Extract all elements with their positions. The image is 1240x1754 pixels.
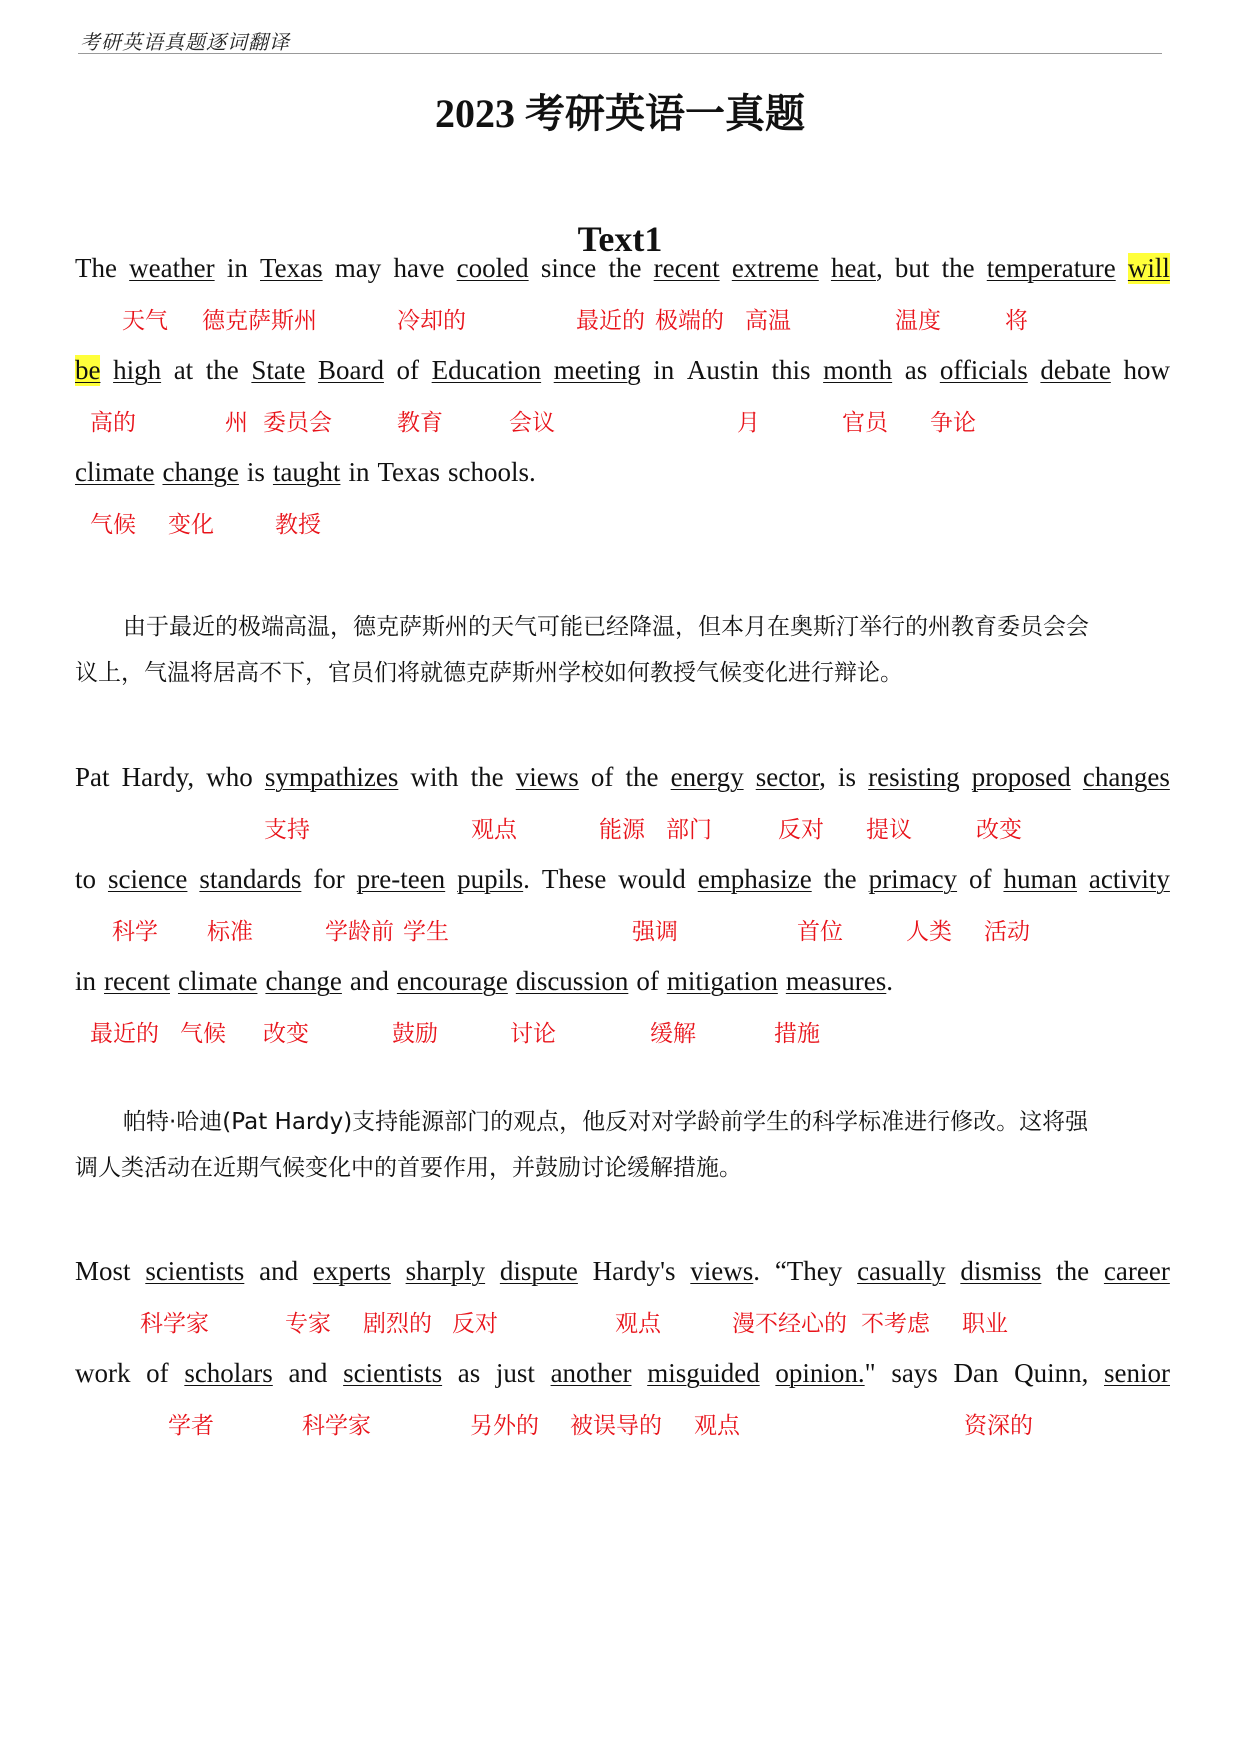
word: would (618, 864, 686, 894)
gloss-translation: 高的 (90, 410, 136, 436)
punctuation: , (819, 762, 826, 792)
word: “They (774, 1256, 843, 1286)
gloss-translation: 支持 (264, 817, 310, 843)
word: Hardy's (592, 1256, 676, 1286)
word: for (313, 864, 345, 894)
english-line (75, 864, 1170, 895)
word: of (396, 355, 420, 385)
vocab-word: standards (199, 864, 302, 894)
vocab-word: be (75, 355, 101, 385)
vocab-word: meeting (553, 355, 641, 385)
punctuation: . (753, 1256, 761, 1286)
word: the (470, 762, 504, 792)
word: Most (75, 1256, 131, 1286)
vocab-word: discussion (515, 966, 629, 996)
vocab-word: dispute (499, 1256, 578, 1286)
word: in (348, 457, 370, 487)
word: how (1123, 355, 1170, 385)
vocab-word (831, 253, 883, 284)
word: may (334, 253, 382, 283)
word: The (75, 253, 117, 283)
word: and (349, 966, 389, 996)
gloss-translation: 州 (225, 410, 248, 436)
word: Pat (75, 762, 110, 792)
gloss-translation: 气候 (90, 512, 136, 538)
vocab-word: scientists (343, 1358, 443, 1388)
word: the (625, 762, 659, 792)
vocab-word-core: views (690, 1256, 754, 1286)
word: with (410, 762, 459, 792)
gloss-translation: 学生 (403, 919, 449, 945)
vocab-word (690, 1256, 760, 1287)
word: at (173, 355, 194, 385)
word: the (608, 253, 642, 283)
word: the (941, 253, 975, 283)
punctuation: , (875, 253, 883, 283)
vocab-word: emphasize (697, 864, 812, 894)
gloss-translation: 高温 (745, 308, 791, 334)
gloss-translation: 部门 (666, 817, 712, 843)
word: of (969, 864, 992, 894)
punctuation: . (886, 966, 894, 996)
word: Texas (377, 457, 441, 487)
vocab-word: weather (129, 253, 215, 283)
word: the (823, 864, 857, 894)
word: of (636, 966, 659, 996)
vocab-word: debate (1040, 355, 1111, 385)
gloss-translation: 气候 (180, 1021, 226, 1047)
vocab-word: recent (104, 966, 170, 996)
header-rule (78, 53, 1162, 54)
gloss-translation: 天气 (122, 308, 168, 334)
word: to (75, 864, 97, 894)
word: and (259, 1256, 299, 1286)
word: in (75, 966, 97, 996)
word: is (838, 762, 857, 792)
gloss-translation: 冷却的 (397, 308, 466, 334)
gloss-translation: 反对 (452, 1311, 498, 1337)
vocab-word: climate (177, 966, 258, 996)
english-line (75, 1358, 1170, 1389)
vocab-word: mitigation (666, 966, 778, 996)
gloss-translation: 专家 (285, 1311, 331, 1337)
vocab-word: pre-teen (356, 864, 446, 894)
gloss-translation: 温度 (895, 308, 941, 334)
gloss-translation: 人类 (906, 919, 952, 945)
vocab-word (786, 966, 893, 997)
gloss-translation: 科学 (112, 919, 158, 945)
vocab-word: Texas (260, 253, 323, 283)
word: schools. (448, 457, 536, 487)
vocab-word: officials (939, 355, 1028, 385)
gloss-translation: 标准 (207, 919, 253, 945)
gloss-translation: 学龄前 (325, 919, 394, 945)
word: since (540, 253, 597, 283)
vocab-word: month (823, 355, 893, 385)
word: the (205, 355, 239, 385)
vocab-word: another (550, 1358, 632, 1388)
word: Austin (686, 355, 759, 385)
vocab-word: casually (857, 1256, 946, 1286)
english-line (75, 457, 536, 488)
gloss-translation: 会议 (509, 410, 555, 436)
vocab-word-core: sector (755, 762, 820, 792)
vocab-word: scholars (184, 1358, 273, 1388)
gloss-translation: 剧烈的 (363, 1311, 432, 1337)
vocab-word: dismiss (960, 1256, 1042, 1286)
translation-line: 帕特·哈迪(Pat Hardy)支持能源部门的观点，他反对对学龄前学生的科学标准进行修改。这将强 (123, 1109, 1089, 1135)
vocab-word: changes (1082, 762, 1170, 792)
word: who (206, 762, 253, 792)
gloss-translation: 强调 (632, 919, 678, 945)
gloss-translation: 措施 (774, 1021, 820, 1047)
chinese-translation (75, 604, 1170, 696)
vocab-word: recent (653, 253, 720, 283)
word: as (904, 355, 928, 385)
gloss-translation: 漫不经心的 (732, 1311, 847, 1337)
word: Hardy, (121, 762, 195, 792)
vocab-word: career (1103, 1256, 1170, 1286)
word: Dan (953, 1358, 999, 1388)
gloss-translation: 学者 (168, 1413, 214, 1439)
gloss-translation: 最近的 (90, 1021, 159, 1047)
translation-line: 议上，气温将居高不下，官员们将就德克萨斯州学校如何教授气候变化进行辩论。 (75, 660, 903, 686)
gloss-translation: 科学家 (140, 1311, 209, 1337)
vocab-word: encourage (396, 966, 508, 996)
chinese-translation (75, 1099, 1170, 1191)
vocab-word-core: heat (830, 253, 876, 283)
english-line (75, 253, 1170, 284)
word: is (246, 457, 265, 487)
gloss-translation: 不考虑 (861, 1311, 930, 1337)
word: have (393, 253, 445, 283)
gloss-translation: 科学家 (302, 1413, 371, 1439)
vocab-word: will (1127, 253, 1170, 283)
gloss-translation: 最近的 (576, 308, 645, 334)
translation-line: 调人类活动在近期气候变化中的首要作用，并鼓励讨论缓解措施。 (75, 1155, 742, 1181)
word: of (590, 762, 614, 792)
gloss-translation: 活动 (984, 919, 1030, 945)
vocab-word-core: measures (785, 966, 887, 996)
vocab-word: scientists (145, 1256, 245, 1286)
vocab-word: State (251, 355, 306, 385)
gloss-translation: 被误导的 (570, 1413, 662, 1439)
english-line (75, 762, 1170, 793)
vocab-word: sympathizes (264, 762, 399, 792)
word: this (771, 355, 811, 385)
vocab-word: temperature (986, 253, 1116, 283)
vocab-word: Education (431, 355, 542, 385)
word: but (894, 253, 930, 283)
vocab-word: sharply (405, 1256, 486, 1286)
vocab-word (457, 864, 530, 895)
vocab-word: views (515, 762, 579, 792)
gloss-translation: 鼓励 (392, 1021, 438, 1047)
vocab-word: taught (272, 457, 341, 487)
vocab-word (775, 1358, 875, 1389)
word: in (226, 253, 248, 283)
gloss-translation: 将 (1005, 308, 1028, 334)
word: the (1056, 1256, 1090, 1286)
vocab-word: resisting (868, 762, 960, 792)
gloss-translation: 德克萨斯州 (202, 308, 317, 334)
gloss-translation: 争论 (930, 410, 976, 436)
gloss-translation: 教育 (397, 410, 443, 436)
vocab-word-core: pupils (457, 864, 524, 894)
punctuation: . (523, 864, 530, 894)
gloss-translation: 能源 (599, 817, 645, 843)
running-header: 考研英语真题逐词翻译 (80, 30, 290, 54)
gloss-translation: 观点 (471, 817, 517, 843)
word: of (146, 1358, 169, 1388)
gloss-translation: 月 (737, 410, 760, 436)
english-line (75, 355, 1170, 386)
word: work (75, 1358, 131, 1388)
english-line (75, 966, 893, 997)
gloss-translation: 委员会 (263, 410, 332, 436)
gloss-translation: 反对 (778, 817, 824, 843)
gloss-translation: 观点 (694, 1413, 740, 1439)
word: Quinn, (1014, 1358, 1089, 1388)
word: says (891, 1358, 938, 1388)
vocab-word: change (162, 457, 239, 487)
vocab-word: change (265, 966, 342, 996)
translation-line: 由于最近的极端高温，德克萨斯州的天气可能已经降温，但本月在奥斯汀举行的州教育委员会会 (123, 614, 1089, 640)
word: and (288, 1358, 328, 1388)
vocab-word: science (107, 864, 188, 894)
vocab-word: primacy (868, 864, 958, 894)
gloss-translation: 观点 (615, 1311, 661, 1337)
vocab-word (756, 762, 826, 793)
gloss-translation: 官员 (842, 410, 888, 436)
vocab-word-core: opinion. (775, 1358, 865, 1388)
document-title: 2023 考研英语一真题 (435, 91, 805, 136)
vocab-word: experts (312, 1256, 391, 1286)
gloss-translation: 改变 (976, 817, 1022, 843)
word: in (653, 355, 675, 385)
vocab-word: high (113, 355, 162, 385)
gloss-translation: 变化 (168, 512, 214, 538)
vocab-word: proposed (971, 762, 1071, 792)
gloss-translation: 教授 (275, 512, 321, 538)
gloss-translation: 极端的 (655, 308, 724, 334)
gloss-translation: 首位 (797, 919, 843, 945)
punctuation: " (864, 1358, 876, 1388)
gloss-translation: 改变 (263, 1021, 309, 1047)
section-title: Text1 (577, 219, 663, 259)
vocab-word: senior (1104, 1358, 1170, 1388)
gloss-translation: 职业 (962, 1311, 1008, 1337)
gloss-translation: 讨论 (510, 1021, 556, 1047)
gloss-translation: 另外的 (470, 1413, 539, 1439)
vocab-word: human (1003, 864, 1077, 894)
vocab-word: extreme (731, 253, 819, 283)
vocab-word: activity (1088, 864, 1170, 894)
gloss-translation: 资深的 (964, 1413, 1033, 1439)
vocab-word: cooled (456, 253, 529, 283)
word: These (541, 864, 607, 894)
gloss-translation: 提议 (866, 817, 912, 843)
word: just (495, 1358, 535, 1388)
vocab-word: Board (317, 355, 384, 385)
vocab-word: energy (670, 762, 744, 792)
vocab-word: misguided (647, 1358, 760, 1388)
gloss-translation: 缓解 (650, 1021, 696, 1047)
vocab-word: climate (75, 457, 155, 487)
word: as (457, 1358, 481, 1388)
english-line (75, 1256, 1170, 1287)
